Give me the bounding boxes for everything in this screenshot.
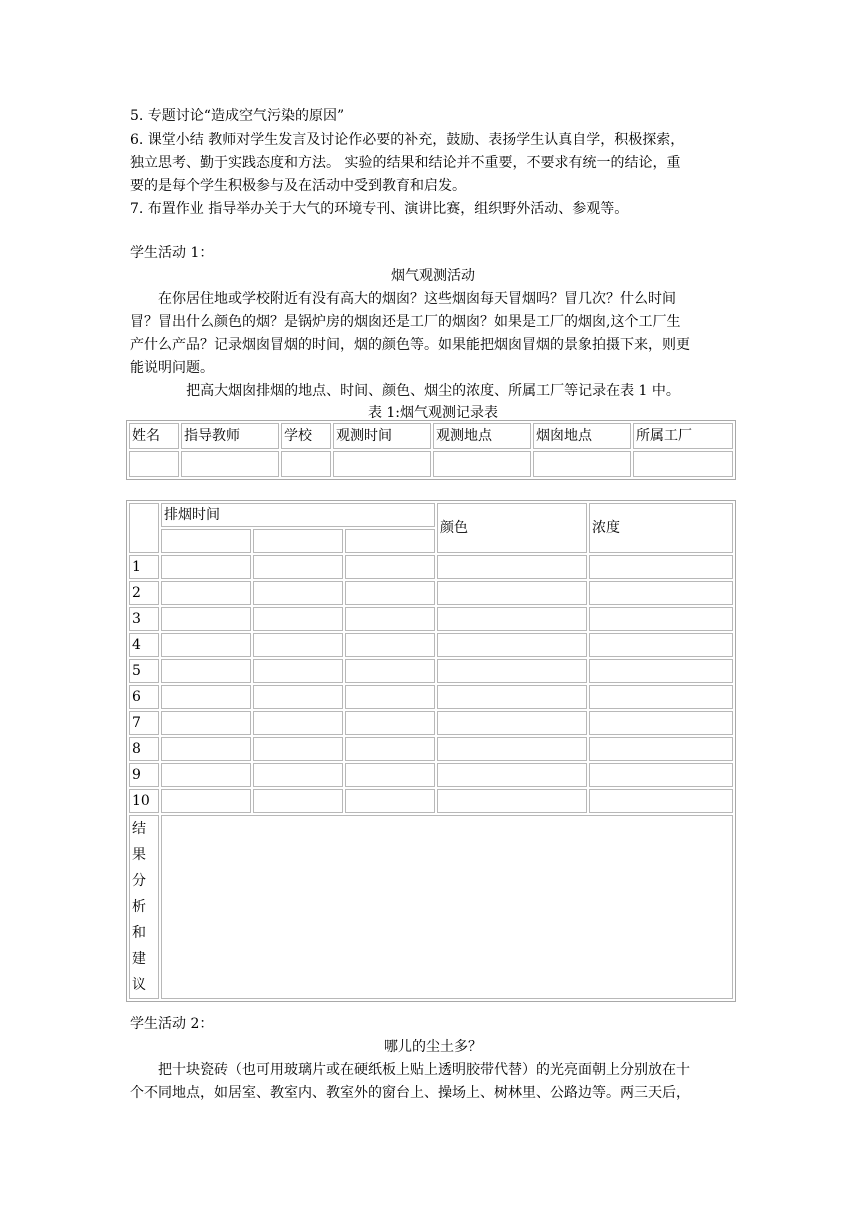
- table-cell: [345, 737, 435, 761]
- header-obs-place: 观测地点: [433, 423, 531, 449]
- header-color: 颜色: [437, 503, 587, 553]
- table-cell: [437, 633, 587, 657]
- para-item-6-line2: 独立思考、勤于实践态度和方法。 实验的结果和结论并不重要，不要求有统一的结论，重: [130, 155, 681, 171]
- table-cell: [589, 555, 733, 579]
- table-cell: [161, 737, 251, 761]
- table-cell: [333, 451, 431, 477]
- activity1-body-line1: 在你居住地或学校附近有没有高大的烟囱？这些烟囱每天冒烟吗？冒几次？什么时间: [158, 291, 676, 307]
- table-cell: [253, 607, 343, 631]
- table-cell: [253, 685, 343, 709]
- row-number: 1: [129, 555, 159, 579]
- table-cell: [589, 659, 733, 683]
- table-cell: [129, 503, 159, 553]
- header-name: 姓名: [129, 423, 179, 449]
- para-item-6-line3: 要的是每个学生积极参与及在活动中受到教育和启发。: [130, 178, 466, 194]
- para-item-6-line1: 6. 课堂小结 教师对学生发言及讨论作必要的补充，鼓励、表扬学生认真自学，积极探索，: [130, 132, 685, 148]
- row-number: 5: [129, 659, 159, 683]
- result-label-char: 结: [132, 821, 146, 837]
- table-cell: [589, 711, 733, 735]
- table-body: [129, 555, 733, 813]
- table-cell: [253, 711, 343, 735]
- activity1-label: 学生活动 1：: [130, 245, 214, 261]
- table-cell: [161, 659, 251, 683]
- result-label-char: 和: [132, 925, 146, 941]
- table-cell: [161, 711, 251, 735]
- table-row: [129, 633, 733, 657]
- result-row: [129, 815, 733, 999]
- table-cell: [181, 451, 279, 477]
- table-cell: [437, 581, 587, 605]
- table-cell: [253, 529, 343, 553]
- table-cell: [633, 451, 733, 477]
- activity2-title: 哪儿的尘土多？: [384, 1039, 482, 1055]
- activity2-body-line1: 把十块瓷砖（也可用玻璃片或在硬纸板上贴上透明胶带代替）的光亮面朝上分别放在十: [158, 1062, 690, 1078]
- table-cell: [589, 789, 733, 813]
- table-row: [129, 789, 733, 813]
- table-cell: [161, 685, 251, 709]
- table-cell: [281, 451, 331, 477]
- table-cell: [589, 581, 733, 605]
- table-cell: [161, 633, 251, 657]
- table-cell: [345, 607, 435, 631]
- table-cell: [589, 763, 733, 787]
- table-row: [129, 711, 733, 735]
- activity1-body-line4: 能说明问题。: [130, 360, 214, 376]
- table-cell: [253, 555, 343, 579]
- row-number: 3: [129, 607, 159, 631]
- header-school: 学校: [281, 423, 331, 449]
- table-cell: [589, 633, 733, 657]
- table-cell: [253, 581, 343, 605]
- table-cell: [589, 737, 733, 761]
- result-label-char: 建: [132, 951, 146, 967]
- activity1-instruction: 把高大烟囱排烟的地点、时间、颜色、烟尘的浓度、所属工厂等记录在表 1 中。: [186, 383, 680, 399]
- table-cell: [161, 789, 251, 813]
- table-cell: [589, 607, 733, 631]
- smoke-record-table: [126, 420, 736, 480]
- table-cell: [345, 789, 435, 813]
- header-factory: 所属工厂: [633, 423, 733, 449]
- header-chimney-place: 烟囱地点: [533, 423, 631, 449]
- table-cell: [345, 659, 435, 683]
- table-row: [129, 659, 733, 683]
- smoke-detail-table: [126, 500, 736, 1002]
- result-label-char: 分: [132, 873, 146, 889]
- table-cell: [161, 555, 251, 579]
- table-header-row: [129, 423, 733, 449]
- table-cell: [437, 711, 587, 735]
- row-number: 7: [129, 711, 159, 735]
- para-item-5: 5. 专题讨论“造成空气污染的原因”: [130, 108, 345, 124]
- table1-caption: 表 1:烟气观测记录表: [367, 405, 499, 421]
- row-number: 10: [129, 789, 159, 813]
- table-cell: [161, 763, 251, 787]
- table-cell: [437, 685, 587, 709]
- table-cell: [253, 659, 343, 683]
- table-cell: [345, 555, 435, 579]
- header-obs-time: 观测时间: [333, 423, 431, 449]
- table-cell: [161, 607, 251, 631]
- result-label-char: 析: [132, 899, 146, 915]
- table-cell: [437, 659, 587, 683]
- row-number: 6: [129, 685, 159, 709]
- header-density: 浓度: [589, 503, 733, 553]
- table-cell: [345, 763, 435, 787]
- activity1-body-line3: 产什么产品？记录烟囱冒烟的时间，烟的颜色等。如果能把烟囱冒烟的景象拍摄下来，则更: [130, 337, 690, 353]
- table-cell: [253, 737, 343, 761]
- row-number: 4: [129, 633, 159, 657]
- table-cell: [345, 711, 435, 735]
- row-number: 2: [129, 581, 159, 605]
- table-cell: [433, 451, 531, 477]
- table-cell: [129, 451, 179, 477]
- table-cell: [161, 529, 251, 553]
- activity1-body-line2: 冒？冒出什么颜色的烟？是锅炉房的烟囱还是工厂的烟囱？如果是工厂的烟囱,这个工厂生: [130, 314, 681, 330]
- table-cell: [533, 451, 631, 477]
- table-cell: [253, 633, 343, 657]
- table-header-row: [129, 503, 733, 527]
- para-item-7: 7. 布置作业 指导举办关于大气的环境专刊、演讲比赛，组织野外活动、参观等。: [130, 201, 629, 217]
- table-cell: [437, 763, 587, 787]
- table-cell: [345, 529, 435, 553]
- table-cell: [345, 685, 435, 709]
- table-row: [129, 763, 733, 787]
- table-cell: [589, 685, 733, 709]
- activity2-body-line2: 个不同地点，如居室、教室内、教室外的窗台上、操场上、树林里、公路边等。两三天后，: [130, 1085, 690, 1101]
- table-row: [129, 607, 733, 631]
- activity2-label: 学生活动 2：: [130, 1016, 214, 1032]
- result-analysis-label: [129, 815, 159, 999]
- table-row: [129, 451, 733, 477]
- result-label-char: 果: [132, 847, 146, 863]
- table-cell: [253, 763, 343, 787]
- table-cell: [161, 581, 251, 605]
- table-cell: [345, 633, 435, 657]
- table-row: [129, 737, 733, 761]
- activity1-title: 烟气观测活动: [391, 268, 475, 284]
- header-smoke-time: 排烟时间: [161, 503, 435, 527]
- table-cell: [437, 555, 587, 579]
- table-cell: [437, 789, 587, 813]
- header-teacher: 指导教师: [181, 423, 279, 449]
- table-row: [129, 555, 733, 579]
- table-cell: [437, 607, 587, 631]
- table-row: [129, 581, 733, 605]
- table-cell: [253, 789, 343, 813]
- result-label-char: 议: [132, 977, 146, 993]
- table-cell: [345, 581, 435, 605]
- row-number: 8: [129, 737, 159, 761]
- table-cell: [437, 737, 587, 761]
- table-row: [129, 685, 733, 709]
- result-analysis-cell: [161, 815, 733, 999]
- row-number: 9: [129, 763, 159, 787]
